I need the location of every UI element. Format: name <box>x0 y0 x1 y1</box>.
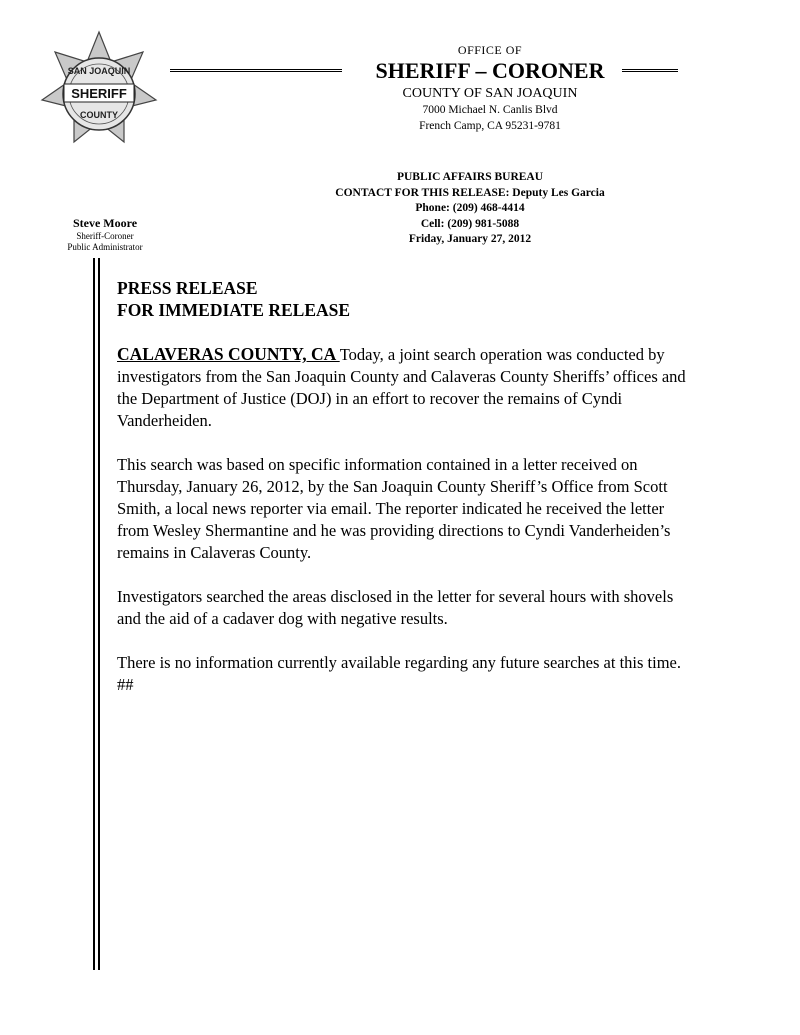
paragraph-2: This search was based on specific information contained in a letter received on Thursday, January 26, 2012, by the San Joaquin County Sheriff’s Office from Scott Smith, a local news reporter via email. The reporter indicated he received the letter from Wesley Shermantine and he was providing directions to Cyndi Vanderheiden’s remains in Calaveras County. <box>117 455 671 562</box>
contact-person: CONTACT FOR THIS RELEASE: Deputy Les Garcia <box>335 186 605 199</box>
end-mark: ## <box>117 675 134 694</box>
badge-top-text: SAN JOAQUIN <box>67 66 131 76</box>
address-line1: 7000 Michael N. Canlis Blvd <box>422 104 558 116</box>
header-rule-right <box>622 69 678 76</box>
official-block <box>40 216 170 252</box>
office-name-title: SHERIFF – CORONER <box>375 58 605 83</box>
official-name: Steve Moore <box>72 216 138 230</box>
county-name: COUNTY OF SAN JOAQUIN <box>402 86 578 101</box>
margin-bar <box>93 258 95 970</box>
margin-bar <box>98 258 100 970</box>
office-of-label: OFFICE OF <box>457 43 523 57</box>
paragraph-3: Investigators searched the areas disclosed in the letter for several hours with shovels and the aid of a cadaver dog with negative results. <box>117 587 674 628</box>
contact-block <box>280 170 660 248</box>
press-release-body <box>117 277 687 696</box>
badge-bottom-text: COUNTY <box>80 110 118 120</box>
paragraph-4: There is no information currently available regarding any future searches at this time. <box>117 653 681 672</box>
official-title2: Public Administrator <box>67 241 143 252</box>
dateline: CALAVERAS COUNTY, CA <box>117 344 340 364</box>
contact-cell: Cell: (209) 981-5088 <box>420 217 520 230</box>
official-title1: Sheriff-Coroner <box>76 231 134 241</box>
header-rule-left <box>170 69 342 76</box>
release-date: Friday, January 27, 2012 <box>408 233 532 245</box>
paragraph-1 <box>117 343 687 432</box>
badge-center-text: SHERIFF <box>71 86 127 101</box>
contact-phone: Phone: (209) 468-4414 <box>415 202 525 214</box>
press-release-heading: PRESS RELEASE <box>117 278 258 298</box>
address-line2: French Camp, CA 95231-9781 <box>419 120 561 132</box>
bureau-name: PUBLIC AFFAIRS BUREAU <box>396 171 544 183</box>
sheriff-star-badge-icon <box>40 30 158 150</box>
immediate-release-heading: FOR IMMEDIATE RELEASE <box>117 300 351 320</box>
paragraph-1-text: Today, a joint search operation was conducted by investigators from the San Joaquin County and Calaveras County Sheriffs’ offices and the Department of Justice (DOJ) in an effort to recover the remains of Cyndi Vanderheiden. <box>117 345 686 430</box>
